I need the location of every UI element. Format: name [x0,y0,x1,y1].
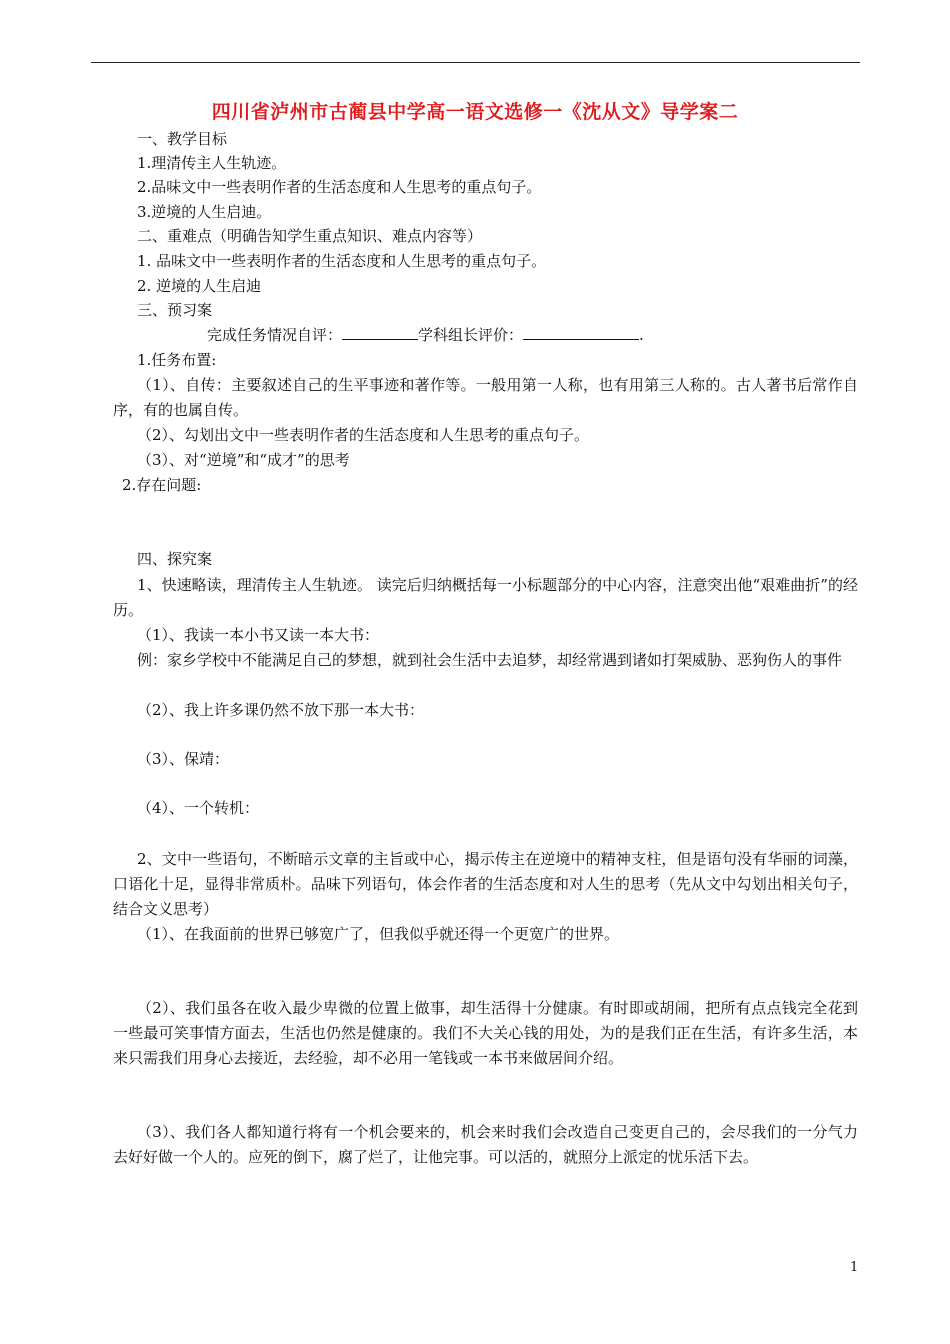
paragraph: （2）、我们虽各在收入最少卑微的位置上做事，却生活得十分健康。有时即或胡闹，把所有点点钱完全花到一些最可笑事情方面去，生活也仍然是健康的。我们不大关心钱的用处，为的是我们正在生活，有许多生活，本来只需我们用身心去接近，去经验，却不必用一笔钱或一本书来做居间介绍。 [113,999,858,1067]
list-item: （1）、我读一本小书又读一本大书： [137,626,380,644]
list-item: 2.品味文中一些表明作者的生活态度和人生思考的重点句子。 [137,178,542,196]
list-item: （3）、保靖： [137,750,230,768]
list-item: （3）、对“逆境”和“成才”的思考 [137,451,350,469]
section-heading: 四、探究案 [137,550,213,568]
leader-eval-label: 学科组长评价： [418,326,524,344]
paragraph: 2、文中一些语句，不断暗示文章的主旨或中心，揭示传主在逆境中的精神支柱，但是语句没有华丽的词藻，口语化十足，显得非常质朴。品味下列语句，体会作者的生活态度和对人生的思考（先从文中勾划出相关句子，结合文义思考） [113,850,858,918]
evaluation-line [207,324,644,346]
paragraph: 1、快速略读，理清传主人生轨迹。 读完后归纳概括每一小标题部分的中心内容，注意突出他“艰难曲折”的经历。 [113,576,858,619]
list-item: （1）、在我面前的世界已够宽广了，但我似乎就还得一个更宽广的世界。 [137,925,620,943]
page-number: 1 [850,1260,859,1275]
list-item: （2）、勾划出文中一些表明作者的生活态度和人生思考的重点句子。 [137,426,590,444]
list-item: （2）、我上许多课仍然不放下那一本大书： [137,701,425,719]
subheading: 2.存在问题: [122,476,202,494]
section-heading: 三、预习案 [137,301,213,319]
list-item: （4）、一个转机： [137,799,260,817]
list-item: 1. 品味文中一些表明作者的生活态度和人生思考的重点句子。 [137,252,547,270]
self-eval-blank[interactable] [342,325,418,340]
self-eval-label: 完成任务情况自评： [207,326,343,344]
list-item: 1.理清传主人生轨迹。 [137,154,287,172]
subheading: 1.任务布置: [137,351,217,369]
section-heading: 一、教学目标 [137,130,228,148]
paragraph: （3）、我们各人都知道行将有一个机会要来的，机会来时我们会改造自己变更自己的，会尽我们的一分气力去好好做一个人的。应死的倒下，腐了烂了，让他完事。可以活的，就照分上派定的忧乐活下去。 [113,1123,858,1166]
paragraph: （1）、自传：主要叙述自己的生平事迹和著作等。一般用第一人称，也有用第三人称的。古人著书后常作自序，有的也属自传。 [113,376,858,419]
header-rule [91,62,860,63]
paragraph: 例：家乡学校中不能满足自己的梦想，就到社会生活中去追梦，却经常遇到诸如打架威胁、恶狗伤人的事件 [137,651,843,669]
document-title: 四川省泸州市古蔺县中学高一语文选修一《沈从文》导学案二 [211,101,739,123]
eval-end: . [639,326,644,344]
leader-eval-blank[interactable] [523,325,639,340]
list-item: 3.逆境的人生启迪。 [137,203,272,221]
section-heading: 二、重难点（明确告知学生重点知识、难点内容等） [137,227,483,245]
list-item: 2. 逆境的人生启迪 [137,277,262,295]
